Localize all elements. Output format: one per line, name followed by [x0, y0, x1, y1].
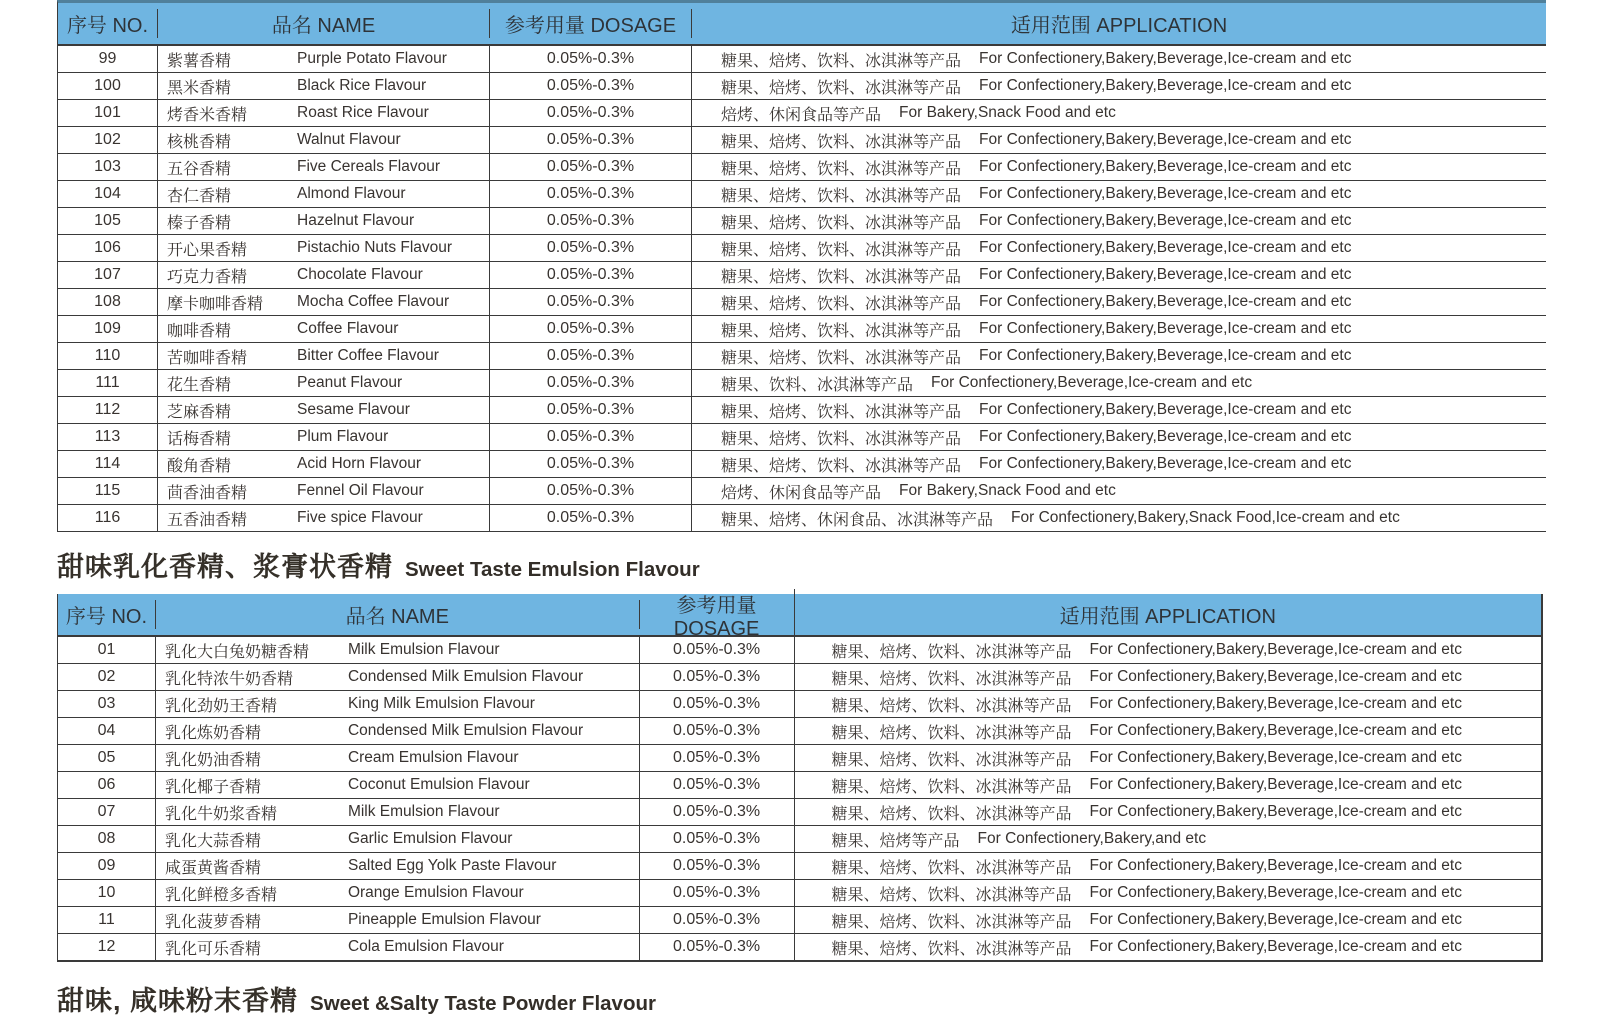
row-number: 111 — [58, 370, 158, 396]
row-dosage: 0.05%-0.3% — [490, 154, 692, 180]
table-row — [57, 664, 1541, 691]
table-row — [57, 907, 1541, 934]
row-name — [158, 127, 490, 153]
row-application-chinese: 糖果、焙烤、饮料、冰淇淋等产品 — [721, 214, 962, 232]
column-header-name: 品名 NAME — [156, 600, 640, 629]
table-row — [57, 154, 1546, 181]
row-application-chinese: 糖果、焙烤、饮料、冰淇淋等产品 — [721, 403, 962, 421]
row-application — [795, 934, 1542, 960]
row-application-english: For Confectionery,Bakery,Beverage,Ice-cream and etc — [979, 266, 1352, 283]
table-row — [57, 316, 1546, 343]
row-name — [158, 316, 490, 342]
table1-body — [57, 46, 1546, 532]
row-application-chinese: 糖果、饮料、冰淇淋等产品 — [721, 376, 914, 394]
row-application-english: For Confectionery,Beverage,Ice-cream and etc — [931, 374, 1253, 391]
row-name — [156, 853, 640, 879]
table-row — [57, 505, 1546, 532]
table-row — [57, 451, 1546, 478]
table-row — [57, 262, 1546, 289]
row-name — [156, 637, 640, 663]
table-row — [57, 127, 1546, 154]
row-name-chinese: 乳化牛奶浆香精 — [164, 805, 277, 823]
row-name-chinese: 五香油香精 — [167, 511, 248, 529]
row-name-chinese: 开心果香精 — [167, 241, 248, 259]
row-dosage: 0.05%-0.3% — [490, 370, 692, 396]
row-dosage: 0.05%-0.3% — [640, 745, 795, 771]
row-application-chinese: 糖果、焙烤、饮料、冰淇淋等产品 — [721, 160, 962, 178]
row-dosage: 0.05%-0.3% — [640, 718, 795, 744]
row-application-chinese: 糖果、焙烤、饮料、冰淇淋等产品 — [831, 859, 1072, 877]
row-application — [795, 880, 1542, 906]
row-name-english: Walnut Flavour — [297, 131, 401, 148]
row-application-chinese: 糖果、焙烤、饮料、冰淇淋等产品 — [721, 430, 962, 448]
column-header-no: 序号 NO. — [58, 600, 156, 629]
row-application-chinese: 糖果、焙烤、饮料、冰淇淋等产品 — [831, 886, 1072, 904]
row-application — [692, 316, 1546, 342]
row-application-english: For Confectionery,Bakery,Beverage,Ice-cream and etc — [979, 347, 1352, 364]
column-header-dosage: 参考用量 DOSAGE — [490, 9, 692, 38]
row-dosage: 0.05%-0.3% — [490, 208, 692, 234]
row-name-chinese: 杏仁香精 — [167, 187, 232, 205]
table-row — [57, 772, 1541, 799]
row-number: 102 — [58, 127, 158, 153]
row-application — [692, 46, 1546, 72]
row-application — [692, 505, 1546, 531]
row-application-english: For Confectionery,Bakery,Beverage,Ice-cream and etc — [979, 158, 1352, 175]
row-dosage: 0.05%-0.3% — [640, 880, 795, 906]
row-dosage: 0.05%-0.3% — [640, 691, 795, 717]
row-application-chinese: 糖果、焙烤、饮料、冰淇淋等产品 — [831, 913, 1072, 931]
row-application-chinese: 糖果、焙烤、饮料、冰淇淋等产品 — [721, 457, 962, 475]
section-title-chinese: 甜味乳化香精、浆膏状香精 — [57, 552, 393, 582]
row-name-english: Condensed Milk Emulsion Flavour — [347, 668, 584, 685]
row-number: 108 — [58, 289, 158, 315]
row-application-chinese: 糖果、焙烤、休闲食品、冰淇淋等产品 — [721, 511, 994, 529]
row-name — [158, 208, 490, 234]
row-application — [795, 718, 1542, 744]
table-row — [57, 181, 1546, 208]
row-number: 107 — [58, 262, 158, 288]
row-application — [795, 853, 1542, 879]
row-application-english: For Confectionery,Bakery,Beverage,Ice-cream and etc — [1089, 695, 1462, 712]
row-application — [692, 262, 1546, 288]
row-application-chinese: 糖果、焙烤、饮料、冰淇淋等产品 — [831, 643, 1072, 661]
table-row — [57, 745, 1541, 772]
section-title-powder — [57, 979, 1600, 1017]
row-name-english: Sesame Flavour — [297, 401, 410, 418]
row-application-chinese: 糖果、焙烤、饮料、冰淇淋等产品 — [831, 778, 1072, 796]
row-application — [795, 907, 1542, 933]
row-number: 115 — [58, 478, 158, 504]
row-name-english: Condensed Milk Emulsion Flavour — [347, 722, 584, 739]
row-name — [158, 289, 490, 315]
row-name-chinese: 核桃香精 — [167, 133, 232, 151]
row-application-chinese: 糖果、焙烤、饮料、冰淇淋等产品 — [831, 697, 1072, 715]
row-name — [156, 664, 640, 690]
row-application-english: For Confectionery,Bakery,Beverage,Ice-cream and etc — [979, 131, 1352, 148]
row-application — [692, 235, 1546, 261]
table-row — [57, 478, 1546, 505]
row-application-chinese: 糖果、焙烤、饮料、冰淇淋等产品 — [721, 268, 962, 286]
row-name-english: Plum Flavour — [297, 428, 389, 445]
row-number: 09 — [58, 853, 156, 879]
row-application-english: For Confectionery,Bakery,Beverage,Ice-cream and etc — [979, 401, 1352, 418]
row-name-chinese: 花生香精 — [167, 376, 232, 394]
row-dosage: 0.05%-0.3% — [640, 637, 795, 663]
row-number: 113 — [58, 424, 158, 450]
row-name-english: Roast Rice Flavour — [297, 104, 429, 121]
row-name-english: Fennel Oil Flavour — [297, 482, 424, 499]
row-name-chinese: 烤香米香精 — [167, 106, 248, 124]
row-name-english: Acid Horn Flavour — [297, 455, 422, 472]
row-name — [158, 505, 490, 531]
row-number: 06 — [58, 772, 156, 798]
row-application-chinese: 糖果、焙烤、饮料、冰淇淋等产品 — [831, 670, 1072, 688]
row-application — [692, 154, 1546, 180]
row-name-english: Hazelnut Flavour — [297, 212, 415, 229]
row-name-english: King Milk Emulsion Flavour — [347, 695, 535, 712]
row-application-chinese: 糖果、焙烤、饮料、冰淇淋等产品 — [831, 940, 1072, 958]
row-name-chinese: 芝麻香精 — [167, 403, 232, 421]
table-row — [57, 424, 1546, 451]
row-name — [158, 262, 490, 288]
row-application-english: For Confectionery,Bakery,Beverage,Ice-cream and etc — [979, 50, 1352, 67]
row-dosage: 0.05%-0.3% — [490, 505, 692, 531]
row-application — [692, 343, 1546, 369]
row-number: 04 — [58, 718, 156, 744]
row-name-english: Pineapple Emulsion Flavour — [347, 911, 541, 928]
row-number: 11 — [58, 907, 156, 933]
row-name-english: Garlic Emulsion Flavour — [347, 830, 513, 847]
row-application — [795, 745, 1542, 771]
row-name-chinese: 摩卡咖啡香精 — [167, 295, 264, 313]
row-name — [156, 691, 640, 717]
column-header-application: 适用范围 APPLICATION — [1059, 606, 1276, 628]
row-name — [156, 718, 640, 744]
row-number: 109 — [58, 316, 158, 342]
row-application-english: For Confectionery,Bakery,Beverage,Ice-cream and etc — [979, 293, 1352, 310]
row-name — [158, 451, 490, 477]
table-row — [57, 100, 1546, 127]
row-name-chinese: 茴香油香精 — [167, 484, 248, 502]
row-name-english: Mocha Coffee Flavour — [297, 293, 450, 310]
row-application-chinese: 糖果、焙烤、饮料、冰淇淋等产品 — [831, 751, 1072, 769]
row-application-english: For Confectionery,Bakery,Beverage,Ice-cream and etc — [1089, 857, 1462, 874]
row-dosage: 0.05%-0.3% — [640, 853, 795, 879]
table-row — [57, 637, 1541, 664]
table-row — [57, 880, 1541, 907]
section-title-english: Sweet Taste Emulsion Flavour — [405, 558, 700, 581]
row-application-chinese: 糖果、焙烤、饮料、冰淇淋等产品 — [831, 724, 1072, 742]
row-number: 08 — [58, 826, 156, 852]
row-name — [158, 235, 490, 261]
column-header-application: 适用范围 APPLICATION — [1010, 15, 1228, 37]
row-application — [795, 691, 1542, 717]
row-name-english: Milk Emulsion Flavour — [347, 641, 500, 658]
row-dosage: 0.05%-0.3% — [640, 664, 795, 690]
row-name-chinese: 乳化大白兔奶糖香精 — [164, 643, 309, 661]
row-name — [158, 370, 490, 396]
row-name-chinese: 乳化劲奶王香精 — [164, 697, 277, 715]
row-name — [156, 934, 640, 960]
row-name-chinese: 乳化炼奶香精 — [164, 724, 261, 742]
row-number: 99 — [58, 46, 158, 72]
row-application-english: For Confectionery,Bakery,Beverage,Ice-cream and etc — [1089, 776, 1462, 793]
table2-header-row — [57, 594, 1541, 640]
row-name — [158, 343, 490, 369]
row-application-chinese: 糖果、焙烤、饮料、冰淇淋等产品 — [721, 295, 962, 313]
row-name — [158, 424, 490, 450]
row-dosage: 0.05%-0.3% — [490, 73, 692, 99]
row-name-english: Black Rice Flavour — [297, 77, 427, 94]
row-dosage: 0.05%-0.3% — [640, 934, 795, 960]
row-name-chinese: 乳化鲜橙多香精 — [164, 886, 277, 904]
row-application — [795, 664, 1542, 690]
row-application-chinese: 糖果、焙烤、饮料、冰淇淋等产品 — [721, 187, 962, 205]
row-application-english: For Confectionery,Bakery,Beverage,Ice-cream and etc — [979, 212, 1352, 229]
row-dosage: 0.05%-0.3% — [640, 826, 795, 852]
row-dosage: 0.05%-0.3% — [640, 772, 795, 798]
row-name-chinese: 乳化特浓牛奶香精 — [164, 670, 293, 688]
row-number: 02 — [58, 664, 156, 690]
row-application — [692, 451, 1546, 477]
row-application — [692, 127, 1546, 153]
row-application — [692, 289, 1546, 315]
row-dosage: 0.05%-0.3% — [490, 424, 692, 450]
row-application-english: For Confectionery,Bakery,and etc — [977, 830, 1207, 847]
table-row — [57, 235, 1546, 262]
row-name-chinese: 乳化菠萝香精 — [164, 913, 261, 931]
row-number: 07 — [58, 799, 156, 825]
column-header-dosage: 参考用量 DOSAGE — [640, 589, 795, 641]
section-title-english: Sweet &Salty Taste Powder Flavour — [310, 992, 656, 1015]
row-name — [158, 154, 490, 180]
row-name — [156, 799, 640, 825]
row-name — [156, 907, 640, 933]
section-title-chinese: 甜味, 咸味粉末香精 — [57, 986, 299, 1016]
row-name-english: Milk Emulsion Flavour — [347, 803, 500, 820]
row-dosage: 0.05%-0.3% — [490, 127, 692, 153]
row-application — [692, 424, 1546, 450]
row-application-english: For Confectionery,Bakery,Beverage,Ice-cream and etc — [1089, 749, 1462, 766]
row-name-chinese: 乳化奶油香精 — [164, 751, 261, 769]
row-name-english: Purple Potato Flavour — [297, 50, 447, 67]
row-dosage: 0.05%-0.3% — [490, 397, 692, 423]
row-dosage: 0.05%-0.3% — [490, 181, 692, 207]
row-application-english: For Bakery,Snack Food and etc — [899, 482, 1116, 499]
row-name-english: Pistachio Nuts Flavour — [297, 239, 453, 256]
row-name-english: Coffee Flavour — [297, 320, 399, 337]
row-application-english: For Confectionery,Bakery,Beverage,Ice-cream and etc — [1089, 722, 1462, 739]
row-application — [692, 100, 1546, 126]
row-name-english: Coconut Emulsion Flavour — [347, 776, 530, 793]
row-dosage: 0.05%-0.3% — [640, 907, 795, 933]
column-header-name: 品名 NAME — [158, 9, 490, 38]
row-application-chinese: 糖果、焙烤、饮料、冰淇淋等产品 — [721, 322, 962, 340]
table-row — [57, 208, 1546, 235]
row-application — [795, 637, 1542, 663]
row-name — [158, 478, 490, 504]
table-row — [57, 934, 1541, 961]
sweet-flavour-table — [57, 0, 1546, 532]
row-name-chinese: 乳化大蒜香精 — [164, 832, 261, 850]
row-dosage: 0.05%-0.3% — [490, 100, 692, 126]
row-dosage: 0.05%-0.3% — [640, 799, 795, 825]
row-application-english: For Confectionery,Bakery,Beverage,Ice-cream and etc — [979, 455, 1352, 472]
row-number: 03 — [58, 691, 156, 717]
row-application-chinese: 糖果、焙烤等产品 — [831, 832, 960, 850]
row-application — [795, 772, 1542, 798]
table-row — [57, 718, 1541, 745]
row-name-chinese: 榛子香精 — [167, 214, 232, 232]
row-dosage: 0.05%-0.3% — [490, 316, 692, 342]
table-row — [57, 853, 1541, 880]
row-application-english: For Confectionery,Bakery,Beverage,Ice-cream and etc — [979, 77, 1352, 94]
table2-body — [57, 637, 1541, 961]
row-number: 105 — [58, 208, 158, 234]
row-application-english: For Confectionery,Bakery,Beverage,Ice-cream and etc — [1089, 938, 1462, 955]
row-dosage: 0.05%-0.3% — [490, 289, 692, 315]
row-application-english: For Confectionery,Bakery,Beverage,Ice-cream and etc — [1089, 641, 1462, 658]
row-name-english: Peanut Flavour — [297, 374, 403, 391]
row-name-chinese: 乳化可乐香精 — [164, 940, 261, 958]
row-application-english: For Confectionery,Bakery,Beverage,Ice-cream and etc — [1089, 911, 1462, 928]
row-application — [692, 73, 1546, 99]
row-application-chinese: 糖果、焙烤、饮料、冰淇淋等产品 — [721, 133, 962, 151]
row-application — [692, 478, 1546, 504]
row-name — [158, 100, 490, 126]
row-number: 10 — [58, 880, 156, 906]
row-name-english: Almond Flavour — [297, 185, 406, 202]
row-application-english: For Confectionery,Bakery,Beverage,Ice-cream and etc — [979, 428, 1352, 445]
row-application — [795, 826, 1542, 852]
row-number: 01 — [58, 637, 156, 663]
row-application-chinese: 糖果、焙烤、饮料、冰淇淋等产品 — [721, 349, 962, 367]
row-dosage: 0.05%-0.3% — [490, 451, 692, 477]
row-name-english: Orange Emulsion Flavour — [347, 884, 524, 901]
row-number: 05 — [58, 745, 156, 771]
row-application-chinese: 糖果、焙烤、饮料、冰淇淋等产品 — [831, 805, 1072, 823]
row-application — [692, 181, 1546, 207]
row-number: 100 — [58, 73, 158, 99]
row-dosage: 0.05%-0.3% — [490, 235, 692, 261]
row-name-chinese: 酸角香精 — [167, 457, 232, 475]
row-name-english: Chocolate Flavour — [297, 266, 423, 283]
row-name — [156, 880, 640, 906]
row-number: 106 — [58, 235, 158, 261]
row-number: 103 — [58, 154, 158, 180]
table-row — [57, 799, 1541, 826]
row-application-english: For Confectionery,Bakery,Snack Food,Ice-cream and etc — [1011, 509, 1400, 526]
row-number: 112 — [58, 397, 158, 423]
row-number: 101 — [58, 100, 158, 126]
row-number: 110 — [58, 343, 158, 369]
row-application-english: For Confectionery,Bakery,Beverage,Ice-cream and etc — [979, 239, 1352, 256]
row-name — [158, 397, 490, 423]
row-name-chinese: 巧克力香精 — [167, 268, 248, 286]
row-application — [692, 397, 1546, 423]
row-application-chinese: 糖果、焙烤、饮料、冰淇淋等产品 — [721, 241, 962, 259]
row-dosage: 0.05%-0.3% — [490, 343, 692, 369]
section-title-emulsion — [57, 545, 1600, 583]
column-header-no: 序号 NO. — [58, 9, 158, 38]
row-dosage: 0.05%-0.3% — [490, 478, 692, 504]
row-name-chinese: 黑米香精 — [167, 79, 232, 97]
row-name-english: Bitter Coffee Flavour — [297, 347, 439, 364]
row-name-chinese: 乳化椰子香精 — [164, 778, 261, 796]
row-name — [158, 181, 490, 207]
row-dosage: 0.05%-0.3% — [490, 46, 692, 72]
row-name — [158, 46, 490, 72]
row-name-english: Five spice Flavour — [297, 509, 423, 526]
row-name — [156, 745, 640, 771]
row-name-chinese: 紫薯香精 — [167, 52, 232, 70]
row-name — [156, 826, 640, 852]
row-application — [795, 799, 1542, 825]
row-number: 12 — [58, 934, 156, 960]
row-application-chinese: 糖果、焙烤、饮料、冰淇淋等产品 — [721, 52, 962, 70]
row-application — [692, 370, 1546, 396]
row-name-chinese: 话梅香精 — [167, 430, 232, 448]
row-application-english: For Confectionery,Bakery,Beverage,Ice-cream and etc — [1089, 668, 1462, 685]
table-row — [57, 691, 1541, 718]
row-name — [156, 772, 640, 798]
row-application — [692, 208, 1546, 234]
row-application-english: For Confectionery,Bakery,Beverage,Ice-cream and etc — [1089, 884, 1462, 901]
row-application-chinese: 糖果、焙烤、饮料、冰淇淋等产品 — [721, 79, 962, 97]
emulsion-flavour-table — [57, 594, 1543, 962]
row-name-english: Cream Emulsion Flavour — [347, 749, 519, 766]
row-number: 104 — [58, 181, 158, 207]
row-name-english: Salted Egg Yolk Paste Flavour — [347, 857, 557, 874]
table1-header-row — [57, 0, 1546, 46]
row-dosage: 0.05%-0.3% — [490, 262, 692, 288]
row-application-chinese: 焙烤、休闲食品等产品 — [721, 484, 882, 502]
row-application-english: For Confectionery,Bakery,Beverage,Ice-cream and etc — [1089, 803, 1462, 820]
row-name-chinese: 五谷香精 — [167, 160, 232, 178]
row-application-chinese: 焙烤、休闲食品等产品 — [721, 106, 882, 124]
row-name — [158, 73, 490, 99]
table-row — [57, 343, 1546, 370]
row-application-english: For Confectionery,Bakery,Beverage,Ice-cream and etc — [979, 320, 1352, 337]
row-name-chinese: 苦咖啡香精 — [167, 349, 248, 367]
table-row — [57, 370, 1546, 397]
row-number: 116 — [58, 505, 158, 531]
table-row — [57, 289, 1546, 316]
row-name-chinese: 咸蛋黄酱香精 — [164, 859, 261, 877]
table-row — [57, 73, 1546, 100]
row-application-english: For Confectionery,Bakery,Beverage,Ice-cream and etc — [979, 185, 1352, 202]
table-row — [57, 46, 1546, 73]
table-row — [57, 397, 1546, 424]
row-application-english: For Bakery,Snack Food and etc — [899, 104, 1116, 121]
row-name-chinese: 咖啡香精 — [167, 322, 232, 340]
row-name-english: Cola Emulsion Flavour — [347, 938, 504, 955]
row-name-english: Five Cereals Flavour — [297, 158, 440, 175]
row-number: 114 — [58, 451, 158, 477]
table-row — [57, 826, 1541, 853]
